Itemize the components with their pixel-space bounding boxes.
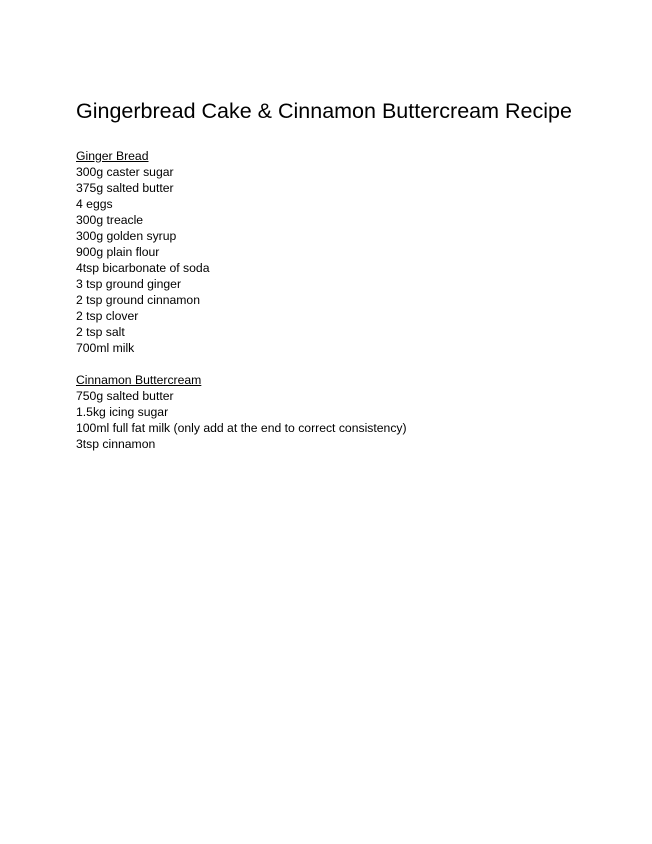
ingredient-item: 4tsp bicarbonate of soda <box>76 261 210 275</box>
ingredient-item: 2 tsp ground cinnamon <box>76 293 200 307</box>
ingredient-item: 900g plain flour <box>76 245 160 259</box>
ingredient-item: 3tsp cinnamon <box>76 437 156 451</box>
ingredient-list-ginger-bread <box>76 164 632 356</box>
ingredient-item: 4 eggs <box>76 197 113 211</box>
ingredient-item: 300g treacle <box>76 213 144 227</box>
cinnamon-buttercream-section <box>76 372 632 452</box>
ingredient-item: 700ml milk <box>76 341 135 355</box>
ingredient-item: 2 tsp clover <box>76 309 139 323</box>
section-heading-ginger-bread: Ginger Bread <box>76 149 149 163</box>
ingredient-item: 750g salted butter <box>76 389 174 403</box>
document-page <box>76 98 632 452</box>
ingredient-item: 300g caster sugar <box>76 165 174 179</box>
ingredient-item: 3 tsp ground ginger <box>76 277 182 291</box>
document-title: Gingerbread Cake & Cinnamon Buttercream Recipe <box>76 99 572 123</box>
ingredient-item: 300g golden syrup <box>76 229 177 243</box>
section-heading-cinnamon-buttercream: Cinnamon Buttercream <box>76 373 202 387</box>
ingredient-item: 375g salted butter <box>76 181 174 195</box>
ingredient-item: 2 tsp salt <box>76 325 125 339</box>
ginger-bread-section <box>76 148 632 356</box>
ingredient-item: 100ml full fat milk (only add at the end to correct consistency) <box>76 421 407 435</box>
ingredient-list-cinnamon-buttercream <box>76 388 632 452</box>
ingredient-item: 1.5kg icing sugar <box>76 405 169 419</box>
